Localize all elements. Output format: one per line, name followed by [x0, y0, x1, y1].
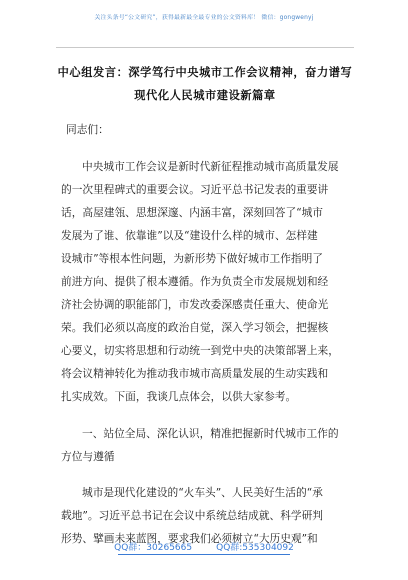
- paragraph-1-line: 荣。我们必须以高度的政治自觉，深入学习领会，把握核: [61, 321, 329, 334]
- section-heading-line: 方位与遵循: [61, 450, 115, 463]
- header-promo-text: 关注头条号“公文研究”，获得最新最全最专业的公文资料库！ 微信：gongwenyj: [94, 15, 314, 21]
- document-title-line-2: 现代化人民城市建设新篇章: [134, 89, 276, 102]
- header-divider: [56, 47, 354, 48]
- qq-group-link-1[interactable]: QQ群：30265665: [114, 543, 193, 553]
- paragraph-1-line: 话，高屋建瓴、思想深邃、内涵丰富，深刻回答了“城市: [61, 206, 323, 219]
- document-title-line-1: 中心组发言：深学笃行中央城市工作会议精神，奋力谱写: [57, 66, 353, 79]
- qq-group-link-2[interactable]: QQ群:535304092: [216, 543, 294, 553]
- paragraph-1-line: 中央城市工作会议是新时代新征程推动城市高质量发展: [82, 160, 339, 173]
- salutation: 同志们：: [66, 123, 109, 136]
- paragraph-2-line: 形势、擘画未来蓝图，要求我们必须树立“大历史观”和: [61, 532, 318, 545]
- paragraph-1-line: 设城市”等根本性问题，为新形势下做好城市工作指明了: [61, 252, 323, 265]
- paragraph-1-line: 前进方向、提供了根本遵循。作为负责全市发展规划和经: [61, 275, 329, 288]
- section-heading-line: 一、站位全局、深化认识，精准把握新时代城市工作的: [82, 427, 339, 440]
- paragraph-1-line: 扎实成效。下面，我谈几点体会，以供大家参考。: [61, 390, 297, 403]
- footer-underline: [118, 554, 290, 555]
- paragraph-1-line: 心要义，切实将思想和行动统一到党中央的决策部署上来，: [61, 344, 339, 357]
- paragraph-2-line: 城市是现代化建设的“火车头”、人民美好生活的“承: [82, 486, 323, 499]
- paragraph-1-line: 的一次里程碑式的重要会议。习近平总书记发表的重要讲: [61, 183, 329, 196]
- paragraph-1-line: 济社会协调的职能部门，市发改委深感责任重大、使命光: [61, 298, 329, 311]
- paragraph-2-line: 载地”。习近平总书记在会议中系统总结成就、科学研判: [61, 509, 323, 522]
- paragraph-1-line: 发展为了谁、依靠谁”以及“建设什么样的城市、怎样建: [61, 229, 318, 242]
- paragraph-1-line: 将会议精神转化为推动我市城市高质量发展的生动实践和: [61, 367, 329, 380]
- footer: [0, 540, 408, 553]
